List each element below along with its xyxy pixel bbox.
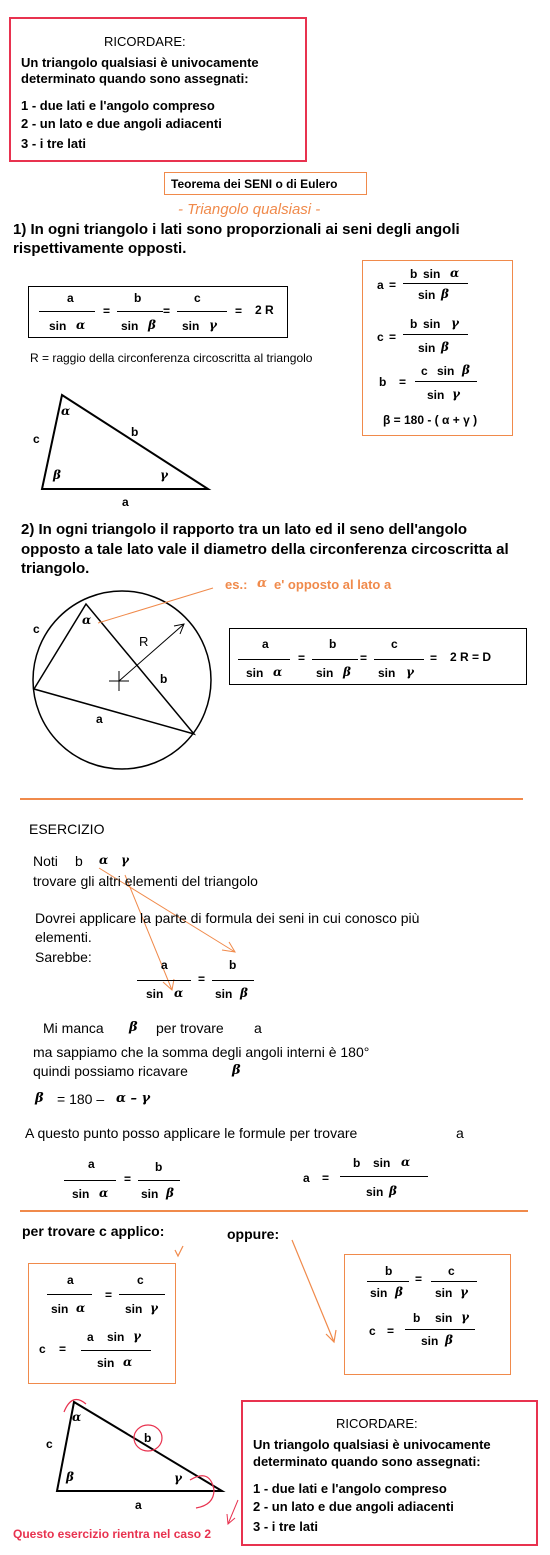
- inv-gamma: γ: [452, 387, 460, 401]
- derive-text: quindi possiamo ricavare: [33, 1063, 188, 1079]
- inv-alpha: α: [450, 266, 460, 280]
- missing-a: a: [254, 1020, 262, 1036]
- formula-a: a: [67, 291, 74, 305]
- remember-item-3: 3 - i tre lati: [253, 1519, 319, 1534]
- ex-frac-beta: β: [240, 986, 248, 1000]
- cf-c2: c: [39, 1342, 46, 1356]
- cf-sin3: sin: [97, 1356, 115, 1370]
- formula-c: c: [391, 637, 398, 651]
- tri1-b: b: [131, 425, 139, 439]
- circ-c: c: [33, 622, 40, 636]
- cf-gamma: γ: [150, 1301, 158, 1315]
- inv-beta: β: [441, 340, 449, 354]
- tri1-alpha: α: [61, 404, 71, 418]
- known-gamma: γ: [121, 853, 129, 867]
- case-note: Questo esercizio rientra nel caso 2: [13, 1527, 212, 1541]
- inv-c: c: [377, 330, 384, 344]
- would-be: Sarebbe:: [35, 949, 92, 965]
- tri2-a: a: [135, 1498, 142, 1512]
- ex-frac-b: b: [229, 958, 237, 972]
- inv-sin: sin: [418, 288, 436, 302]
- tri1-a: a: [122, 495, 129, 509]
- statement-1-line-1: 1) In ogni triangolo i lati sono proporzionali ai seni degli angoli: [13, 221, 460, 238]
- ex-frac-sin: sin: [146, 987, 164, 1001]
- row-b: b: [353, 1156, 361, 1170]
- known-b: b: [75, 853, 83, 869]
- find-c: per trovare c applico:: [22, 1223, 165, 1239]
- tri2-c: c: [46, 1437, 53, 1451]
- remember-line-1: Un triangolo qualsiasi è univocamente: [253, 1437, 491, 1452]
- formula-2r-d: 2 R = D: [450, 650, 492, 664]
- theorem-title: Teorema dei SENI o di Eulero: [171, 177, 338, 191]
- inv-eq: =: [389, 278, 397, 292]
- cf2-eq2: =: [387, 1324, 395, 1338]
- formula-a: a: [262, 637, 269, 651]
- apply-now: A questo punto posso applicare le formule per trovare: [25, 1125, 358, 1141]
- inv-sin: sin: [437, 364, 455, 378]
- row-eq: =: [322, 1171, 330, 1185]
- cf2-sin3: sin: [421, 1334, 439, 1348]
- remember-item-1: 1 - due lati e l'angolo compreso: [253, 1481, 447, 1496]
- row-frac-alpha: α: [99, 1186, 109, 1200]
- cf-sin: sin: [51, 1302, 69, 1316]
- example-alpha: α: [257, 576, 268, 591]
- remember-line-2: determinato quando sono assegnati:: [253, 1454, 481, 1469]
- cf-eq: =: [105, 1288, 113, 1302]
- row-a: a: [303, 1171, 310, 1185]
- remember-line-2: determinato quando sono assegnati:: [21, 71, 249, 86]
- tri2-beta: β: [66, 1470, 74, 1484]
- statement-2-line-3: triangolo.: [21, 560, 90, 577]
- tri1-beta: β: [53, 468, 61, 482]
- inv-sin: sin: [423, 317, 441, 331]
- formula-sin: sin: [316, 666, 334, 680]
- cf-alpha: α: [76, 1301, 86, 1315]
- cf2-sin: sin: [370, 1286, 388, 1300]
- inv-gamma: γ: [451, 316, 459, 330]
- inv-sin: sin: [418, 341, 436, 355]
- circ-b: b: [160, 672, 168, 686]
- ex-frac-alpha: α: [174, 986, 184, 1000]
- cf2-gamma2: γ: [461, 1310, 469, 1324]
- formula-2r: 2 R: [255, 303, 274, 317]
- formula-sin: sin: [121, 319, 139, 333]
- formula-alpha: α: [273, 665, 283, 679]
- derive-beta: β: [232, 1063, 241, 1078]
- formula-eq: =: [103, 304, 111, 318]
- formula-b: b: [134, 291, 142, 305]
- missing-suffix: per trovare: [156, 1020, 224, 1036]
- cf2-sin2: sin: [435, 1311, 453, 1325]
- inv-sin: sin: [423, 267, 441, 281]
- tri2-alpha: α: [72, 1410, 82, 1424]
- formula-eq: =: [298, 651, 306, 665]
- cf2-b2: b: [413, 1311, 421, 1325]
- cf2-c: c: [448, 1264, 455, 1278]
- known-label: Noti: [33, 853, 58, 869]
- formula-alpha: α: [76, 318, 86, 332]
- formula-eq: =: [235, 304, 243, 318]
- statement-1-line-2: rispettivamente opposti.: [13, 240, 187, 257]
- alpha-minus-gamma: α – γ: [116, 1091, 151, 1106]
- cf2-sin: sin: [435, 1286, 453, 1300]
- tri1-c: c: [33, 432, 40, 446]
- apply-line-1: Dovrei applicare la parte di formula dei seni in cui conosco più: [35, 910, 420, 926]
- formula-beta: β: [148, 318, 156, 332]
- ex-frac-a: a: [161, 958, 168, 972]
- cf-sin2: sin: [107, 1330, 125, 1344]
- remember-title: RICORDARE:: [336, 1416, 418, 1431]
- formula-c: c: [194, 291, 201, 305]
- ex-frac-eq: =: [198, 972, 206, 986]
- cf-gamma2: γ: [133, 1329, 141, 1343]
- remember-title: RICORDARE:: [104, 34, 186, 49]
- cf2-gamma: γ: [460, 1285, 468, 1299]
- ex-frac-sin: sin: [215, 987, 233, 1001]
- row-alpha: α: [401, 1155, 411, 1169]
- find-text: trovare gli altri elementi del triangolo: [33, 873, 258, 889]
- cf2-c2: c: [369, 1324, 376, 1338]
- inv-b: b: [379, 375, 387, 389]
- formula-eq: =: [430, 651, 438, 665]
- cf-alpha2: α: [123, 1355, 133, 1369]
- formula-beta: β: [343, 665, 351, 679]
- example-label: es.:: [225, 577, 248, 592]
- exercise-title: ESERCIZIO: [29, 821, 105, 837]
- inv-b: b: [410, 267, 418, 281]
- remember-line-1: Un triangolo qualsiasi è univocamente: [21, 55, 259, 70]
- tri2-gamma: γ: [174, 1471, 182, 1485]
- row-frac-a: a: [88, 1157, 95, 1171]
- cf2-b: b: [385, 1264, 393, 1278]
- remember-item-2: 2 - un lato e due angoli adiacenti: [21, 116, 222, 131]
- row-frac-b: b: [155, 1160, 163, 1174]
- missing-prefix: Mi manca: [43, 1020, 104, 1036]
- c-formula-box-right: [344, 1254, 511, 1375]
- row-frac-sin: sin: [72, 1187, 90, 1201]
- formula-box-2: [229, 628, 527, 685]
- subtitle: - Triangolo qualsiasi -: [178, 201, 321, 218]
- row-frac-beta: β: [166, 1186, 174, 1200]
- cf-sin: sin: [125, 1302, 143, 1316]
- known-alpha: α: [99, 853, 109, 867]
- formula-b: b: [329, 637, 337, 651]
- inv-beta: β: [441, 287, 449, 301]
- cf-c: c: [137, 1273, 144, 1287]
- sum-text: ma sappiamo che la somma degli angoli interni è 180°: [33, 1044, 370, 1060]
- formula-eq: =: [360, 651, 368, 665]
- tri2-b: b: [144, 1431, 152, 1445]
- formula-sin: sin: [182, 319, 200, 333]
- remember-item-3: 3 - i tre lati: [21, 136, 87, 151]
- missing-beta: β: [129, 1020, 138, 1035]
- example-text: e' opposto al lato a: [274, 577, 392, 592]
- inv-eq: =: [399, 375, 407, 389]
- remember-box-bottom: [241, 1400, 538, 1546]
- cf-a2: a: [87, 1330, 94, 1344]
- c-formula-box-left: [28, 1263, 176, 1384]
- formula-sin: sin: [246, 666, 264, 680]
- inv-c: c: [421, 364, 428, 378]
- inv-a: a: [377, 278, 384, 292]
- circ-alpha: α: [82, 613, 92, 627]
- row-sin: sin: [366, 1185, 384, 1199]
- circ-a: a: [96, 712, 103, 726]
- formula-sin: sin: [378, 666, 396, 680]
- row-frac-eq: =: [124, 1172, 132, 1186]
- radius-note: R = raggio della circonferenza circoscritta al triangolo: [30, 351, 313, 365]
- inv-beta: β: [462, 363, 470, 377]
- remember-item-2: 2 - un lato e due angoli adiacenti: [253, 1499, 454, 1514]
- circ-r: R: [139, 634, 149, 649]
- cf2-eq: =: [415, 1272, 423, 1286]
- cf2-beta2: β: [445, 1333, 453, 1347]
- or-text: oppure:: [227, 1226, 280, 1242]
- cf-eq2: =: [59, 1342, 67, 1356]
- row-sin: sin: [373, 1156, 391, 1170]
- statement-2-line-1: 2) In ogni triangolo il rapporto tra un lato ed il seno dell'angolo: [21, 521, 468, 538]
- formula-gamma: γ: [209, 318, 217, 332]
- apply-line-2: elementi.: [35, 929, 92, 945]
- row-beta: β: [389, 1184, 397, 1198]
- formula-eq: =: [163, 304, 171, 318]
- beta-eq: = 180 –: [57, 1091, 105, 1107]
- cf2-beta: β: [395, 1285, 403, 1299]
- cf-a: a: [67, 1273, 74, 1287]
- remember-item-1: 1 - due lati e l'angolo compreso: [21, 98, 215, 113]
- tri1-gamma: γ: [160, 468, 168, 482]
- inv-sin: sin: [427, 388, 445, 402]
- formula-sin: sin: [49, 319, 67, 333]
- inv-eq: =: [389, 330, 397, 344]
- inv-b: b: [410, 317, 418, 331]
- beta-eq-beta: β: [35, 1091, 44, 1106]
- formula-gamma: γ: [406, 665, 414, 679]
- statement-2-line-2: opposto a tale lato vale il diametro della circonferenza circoscritta al: [21, 541, 509, 558]
- row-frac-sin: sin: [141, 1187, 159, 1201]
- beta-formula: β = 180 - ( α + γ ): [383, 413, 478, 427]
- apply-now-a: a: [456, 1125, 464, 1141]
